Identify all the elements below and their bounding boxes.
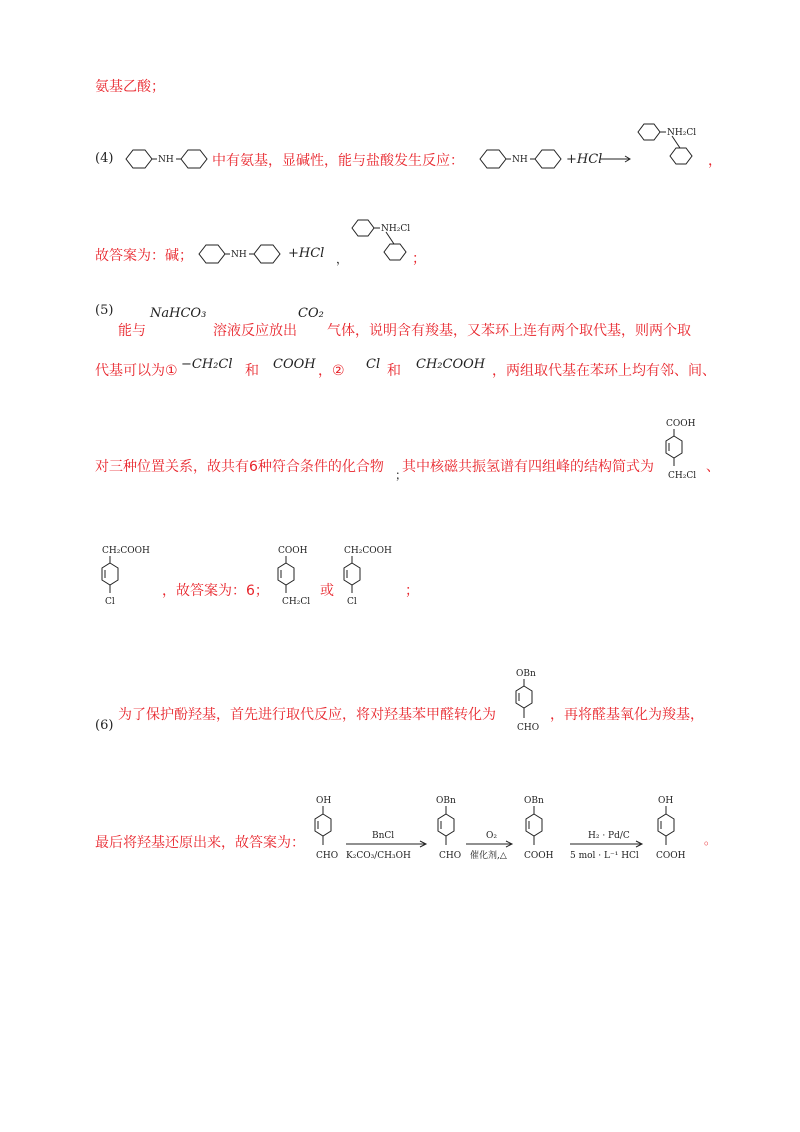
svg-text:COOH: COOH [278, 546, 308, 556]
p6-number: (6) [95, 718, 114, 733]
svg-text:NH₂Cl: NH₂Cl [667, 128, 697, 138]
svg-text:OBn: OBn [516, 669, 536, 679]
svg-text:CH₂Cl: CH₂Cl [668, 471, 697, 481]
formula-ch2cl: −CH₂Cl [181, 357, 233, 372]
svg-text:CHO: CHO [439, 851, 462, 861]
structure-cooh-ch2cl-1 [660, 416, 720, 488]
structure-obn-cho [506, 666, 556, 738]
scheme-arrow-1 [346, 831, 426, 861]
p5-t8: ，两组取代基在苯环上均有邻、间、 [492, 363, 716, 379]
ans4-plus-hcl: +HCl [288, 246, 325, 261]
scheme-end-mark: 。 [704, 833, 717, 847]
svg-text:COOH: COOH [524, 851, 554, 861]
reaction-arrow [600, 152, 634, 166]
line-glycine: 氨基乙酸； [95, 79, 165, 95]
ammonium-salt-structure [636, 122, 712, 174]
p5-t12: ，故答案为：6； [162, 583, 269, 599]
p5-t2: 溶液反应放出 [213, 323, 297, 339]
scheme-molecule-3 [524, 796, 554, 861]
p5-number: (5) [95, 303, 114, 318]
p4-text: 中有氨基，显碱性，能与盐酸发生反应： [212, 153, 464, 169]
svg-text:NH: NH [158, 155, 174, 165]
structure-ch2cooh-cl-2 [340, 540, 410, 612]
svg-text:OBn: OBn [524, 796, 544, 806]
svg-text:COOH: COOH [666, 419, 696, 429]
svg-text:NH: NH [231, 250, 247, 260]
svg-text:BnCl: BnCl [372, 831, 395, 841]
formula-ch2cooh: CH₂COOH [416, 357, 486, 372]
p5-t13: 或 [320, 583, 334, 599]
structure-cooh-ch2cl-2 [272, 540, 332, 612]
scheme-arrow-3 [570, 831, 642, 861]
svg-text:O₂: O₂ [486, 831, 497, 841]
p5-t4: 代基可以为① [95, 363, 178, 379]
p6-t1: 为了保护酚羟基，首先进行取代反应，将对羟基苯甲醛转化为 [118, 707, 496, 723]
ans4-prefix: 故答案为：碱； [95, 248, 193, 264]
scheme-molecule-2 [436, 796, 461, 861]
svg-text:H₂ · Pd/C: H₂ · Pd/C [588, 831, 630, 841]
svg-text:COOH: COOH [656, 851, 686, 861]
formula-co2: CO₂ [298, 306, 324, 321]
p5-t9: 对三种位置关系，故共有6种符合条件的化合物 [95, 459, 384, 475]
p4-number: (4) [95, 151, 114, 166]
scheme-molecule-4 [656, 796, 686, 861]
dicyclohexylamine-structure-3 [197, 241, 283, 267]
p5-t7: 和 [387, 363, 401, 379]
p5-t1: 能与 [118, 323, 146, 339]
svg-text:NH: NH [512, 155, 528, 165]
svg-text:CH₂Cl: CH₂Cl [282, 597, 311, 607]
p4-comma: ， [708, 153, 722, 169]
svg-text:OH: OH [316, 796, 332, 806]
p5-t10: 其中核磁共振氢谱有四组峰的结构简式为 [402, 459, 654, 475]
p5-t6: ，② [318, 363, 345, 379]
scheme-molecule-1 [315, 796, 338, 861]
ans4-semicolon: ； [412, 251, 426, 267]
synthesis-scheme [306, 792, 716, 868]
p5-t11: 、 [706, 459, 720, 475]
svg-text:CH₂COOH: CH₂COOH [344, 546, 392, 556]
dicyclohexylamine-structure-1 [124, 146, 210, 172]
p5-t14: ； [405, 583, 419, 599]
p6-t3: 最后将羟基还原出来，故答案为： [95, 835, 305, 851]
svg-text:K₂CO₃/CH₃OH: K₂CO₃/CH₃OH [346, 851, 411, 861]
svg-text:CH₂COOH: CH₂COOH [102, 546, 150, 556]
ans4-comma: ， [336, 252, 349, 266]
p5-t5: 和 [245, 363, 259, 379]
formula-cooh: COOH [273, 357, 316, 372]
formula-nahco3: NaHCO₃ [150, 306, 207, 321]
svg-text:NH₂Cl: NH₂Cl [381, 224, 411, 234]
scheme-arrow-2 [466, 831, 512, 861]
dicyclohexylamine-structure-2 [478, 146, 564, 172]
svg-text:OH: OH [658, 796, 674, 806]
svg-text:Cl: Cl [347, 597, 357, 607]
svg-text:OBn: OBn [436, 796, 456, 806]
svg-text:催化剂,△: 催化剂,△ [470, 851, 507, 861]
formula-cl: Cl [366, 357, 381, 372]
p6-t2: ，再将醛基氧化为羧基， [550, 707, 704, 723]
svg-text:5 mol · L⁻¹ HCl: 5 mol · L⁻¹ HCl [570, 851, 639, 861]
svg-text:Cl: Cl [105, 597, 115, 607]
p5-semicolon: ； [395, 468, 408, 482]
p4-plus-hcl: +HCl [566, 152, 603, 167]
svg-text:CHO: CHO [517, 723, 540, 733]
svg-text:CHO: CHO [316, 851, 339, 861]
p5-t3: 气体，说明含有羧基，又苯环上连有两个取代基，则两个取 [327, 323, 691, 339]
structure-ch2cooh-cl-1 [98, 540, 168, 612]
